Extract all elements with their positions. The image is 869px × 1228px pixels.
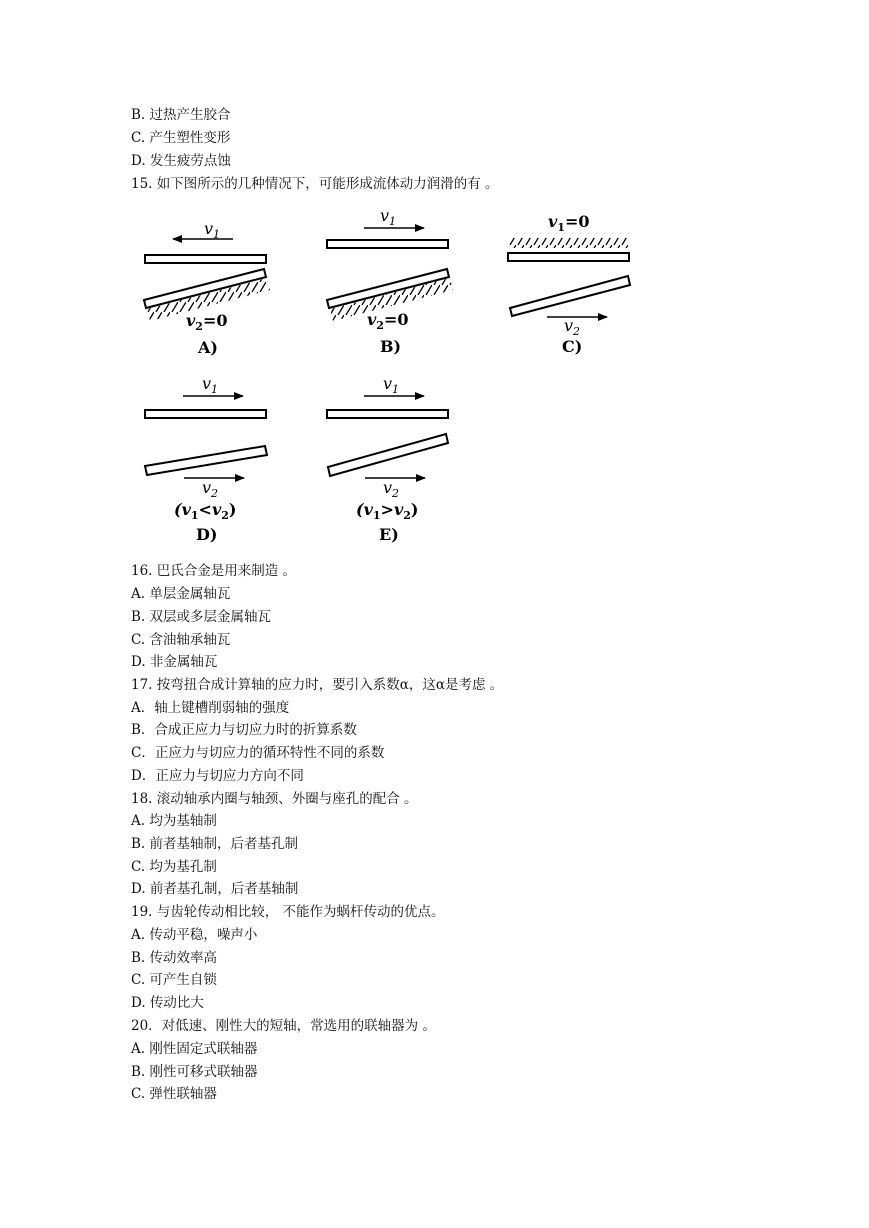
v2-label: $v_2=0$ [367, 310, 409, 332]
q20-option-a: A. 刚性固定式联轴器 [131, 1041, 258, 1057]
v1-label: $v_1=0$ [548, 212, 590, 234]
upper-plate [145, 410, 266, 418]
q18-stem: 18. 滚动轴承内圈与轴颈、外圈与座孔的配合 。 [131, 791, 418, 807]
figure-d [138, 372, 278, 547]
lower-plate [145, 446, 267, 475]
q16-stem: 16. 巴氏合金是用来制造 。 [131, 563, 297, 579]
q14-option-b: B. 过热产生胶合 [131, 107, 231, 123]
speed-condition: $(v_1<v_2)$ [174, 500, 237, 522]
v1-label: $v_1$ [204, 219, 221, 241]
v2-label: $v_2=0$ [186, 311, 228, 333]
q16-option-d: D. 非金属轴瓦 [131, 654, 218, 670]
q19-option-b: B. 传动效率高 [131, 950, 218, 966]
figure-label: A) [198, 338, 218, 357]
v1-label: $v_1$ [202, 374, 219, 396]
figure-label: D) [196, 525, 218, 544]
upper-plate [145, 255, 266, 263]
q20-stem: 20．对低速、刚性大的短轴，常选用的联轴器为 。 [131, 1018, 436, 1034]
v2-label: $v_2$ [564, 316, 581, 338]
fixed-hatch [508, 238, 629, 248]
v2-label: $v_2$ [202, 478, 219, 500]
q14-option-d: D. 发生疲劳点蚀 [131, 153, 231, 169]
q18-option-b: B. 前者基轴制，后者基孔制 [131, 836, 299, 852]
q16-option-c: C. 含油轴承轴瓦 [131, 632, 231, 648]
q17-option-a: A．轴上键槽削弱轴的强度 [131, 700, 290, 716]
q18-option-c: C. 均为基孔制 [131, 859, 217, 875]
q19-option-a: A. 传动平稳，噪声小 [131, 927, 258, 943]
q19-stem: 19. 与齿轮传动相比较， 不能作为蜗杆传动的优点。 [131, 904, 445, 920]
q14-option-c: C. 产生塑性变形 [131, 130, 231, 146]
v2-label: $v_2$ [383, 478, 400, 500]
figure-a [138, 212, 278, 362]
q17-stem: 17. 按弯扭合成计算轴的应力时，要引入系数α，这α是考虑 。 [131, 677, 504, 693]
q18-option-d: D. 前者基孔制，后者基轴制 [131, 881, 299, 897]
v1-label: $v_1$ [383, 374, 400, 396]
q17-option-c: C．正应力与切应力的循环特性不同的系数 [131, 745, 385, 761]
q18-option-a: A. 均为基轴制 [131, 813, 217, 829]
lower-plate [510, 276, 630, 316]
q19-option-d: D. 传动比大 [131, 995, 204, 1011]
upper-plate [508, 253, 629, 261]
figure-e [320, 372, 460, 547]
upper-plate [327, 410, 448, 418]
lower-plate [328, 434, 448, 476]
upper-plate [327, 240, 448, 248]
figure-label: E) [379, 525, 399, 544]
q20-option-b: B. 刚性可移式联轴器 [131, 1064, 258, 1080]
q17-option-b: B．合成正应力与切应力时的折算系数 [131, 722, 357, 738]
q19-option-c: C. 可产生自锁 [131, 972, 217, 988]
figure-label: C) [562, 337, 583, 356]
q20-option-c: C. 弹性联轴器 [131, 1086, 217, 1102]
v1-label: $v_1$ [380, 206, 397, 228]
q16-option-a: A. 单层金属轴瓦 [131, 586, 231, 602]
q16-option-b: B. 双层或多层金属轴瓦 [131, 609, 272, 625]
q17-option-d: D．正应力与切应力方向不同 [131, 768, 304, 784]
figure-c [500, 205, 640, 360]
q15-stem: 15. 如下图所示的几种情况下，可能形成流体动力润滑的有 。 [131, 176, 499, 192]
speed-condition: $(v_1>v_2)$ [356, 500, 419, 522]
figure-label: B) [380, 337, 402, 356]
figure-b [320, 205, 460, 360]
